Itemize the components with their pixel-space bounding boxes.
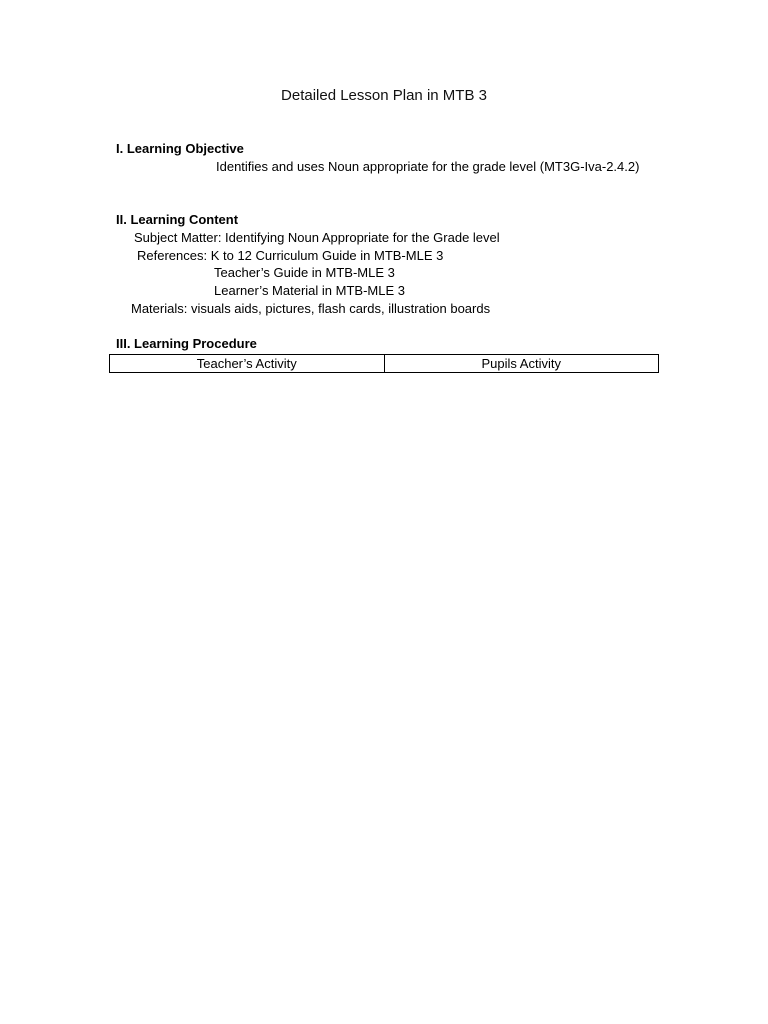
- page-title: Detailed Lesson Plan in MTB 3: [281, 87, 487, 104]
- pupils-activity-header: Pupils Activity: [384, 355, 659, 373]
- objective-text: Identifies and uses Noun appropriate for the grade level (MT3G-Iva-2.4.2): [216, 159, 640, 174]
- teacher-activity-header: Teacher’s Activity: [110, 355, 385, 373]
- objective-heading: I. Learning Objective: [116, 141, 244, 156]
- subject-matter: Subject Matter: Identifying Noun Appropriate for the Grade level: [134, 230, 500, 245]
- reference-learners-material: Learner’s Material in MTB-MLE 3: [214, 283, 405, 298]
- table-header-row: [110, 355, 659, 373]
- reference-teachers-guide: Teacher’s Guide in MTB-MLE 3: [214, 265, 395, 280]
- references: References: K to 12 Curriculum Guide in MTB-MLE 3: [137, 248, 444, 263]
- procedure-heading: III. Learning Procedure: [116, 336, 257, 351]
- procedure-table: [109, 354, 659, 373]
- content-heading: II. Learning Content: [116, 212, 239, 227]
- materials: Materials: visuals aids, pictures, flash cards, illustration boards: [131, 301, 491, 316]
